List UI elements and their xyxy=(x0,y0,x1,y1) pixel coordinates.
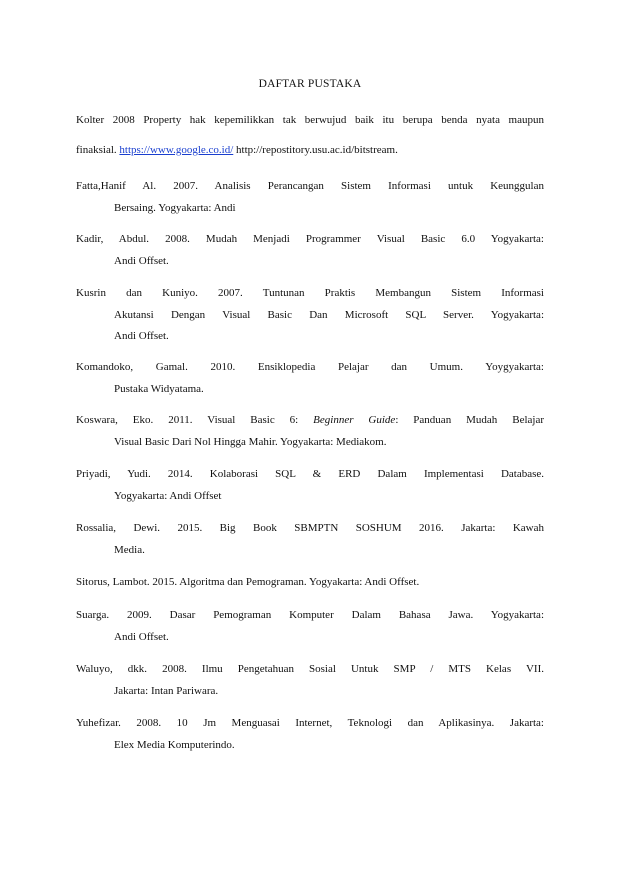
reference-line: Rossalia, Dewi. 2015. Big Book SBMPTN SOSHUM 2016. Jakarta: Kawah xyxy=(76,522,544,534)
reference-entry xyxy=(76,229,544,272)
intro-line-2 xyxy=(76,144,398,156)
reference-line: Sitorus, Lambot. 2015. Algoritma dan Pemograman. Yogyakarta: Andi Offset. xyxy=(76,576,420,588)
reference-line: Kusrin dan Kuniyo. 2007. Tuntunan Praktis Membangun Sistem Informasi xyxy=(76,287,544,299)
reference-line: Priyadi, Yudi. 2014. Kolaborasi SQL & ERD Dalam Implementasi Database. xyxy=(76,468,544,480)
reference-text: Koswara, Eko. 2011. Visual Basic 6: xyxy=(76,414,314,426)
reference-line: Andi Offset. xyxy=(114,630,169,643)
intro-paragraph xyxy=(76,105,544,165)
reference-entry xyxy=(76,176,544,219)
reference-line: Bersaing. Yogyakarta: Andi xyxy=(114,201,236,214)
reference-line: Waluyo, dkk. 2008. Ilmu Pengetahuan Sosial Untuk SMP / MTS Kelas VII. xyxy=(76,663,544,675)
reference-entry xyxy=(76,283,544,348)
reference-line: Yuhefizar. 2008. 10 Jm Menguasai Internet, Teknologi dan Aplikasinya. Jakarta: xyxy=(76,717,544,729)
google-link[interactable]: https://www.google.co.id/ xyxy=(119,144,234,156)
reference-line: Jakarta: Intan Pariwara. xyxy=(114,684,219,697)
reference-line: Kadir, Abdul. 2008. Mudah Menjadi Programmer Visual Basic 6.0 Yogyakarta: xyxy=(76,233,544,245)
reference-line: Akutansi Dengan Visual Basic Dan Microsoft SQL Server. Yogyakarta: xyxy=(114,308,544,321)
reference-italic-title: Beginner Guide xyxy=(313,414,396,426)
reference-line: Visual Basic Dari Nol Hingga Mahir. Yogyakarta: Mediakom. xyxy=(114,435,387,448)
page-title: DAFTAR PUSTAKA xyxy=(258,78,362,90)
reference-entry xyxy=(76,605,544,648)
reference-line: Andi Offset. xyxy=(114,254,169,267)
reference-line: Elex Media Komputerindo. xyxy=(114,738,235,751)
intro-line-1: Kolter 2008 Property hak kepemilikkan tak berwujud baik itu berupa benda nyata maupun xyxy=(76,114,544,126)
reference-entry xyxy=(76,518,544,561)
reference-line: Media. xyxy=(114,543,145,556)
reference-entry xyxy=(76,410,544,453)
intro-prefix: finaksial. xyxy=(76,144,120,156)
reference-line: Pustaka Widyatama. xyxy=(114,382,204,395)
reference-entry xyxy=(76,357,544,400)
reference-line xyxy=(76,410,544,432)
reference-line: Suarga. 2009. Dasar Pemograman Komputer Dalam Bahasa Jawa. Yogyakarta: xyxy=(76,609,544,621)
reference-line: Fatta,Hanif Al. 2007. Analisis Perancangan Sistem Informasi untuk Keunggulan xyxy=(76,180,544,192)
reference-line: Komandoko, Gamal. 2010. Ensiklopedia Pelajar dan Umum. Yoygyakarta: xyxy=(76,361,544,373)
reference-entry xyxy=(76,572,544,594)
reference-line: Andi Offset. xyxy=(114,330,169,342)
reference-line: Yogyakarta: Andi Offset xyxy=(114,489,222,502)
reference-entry xyxy=(76,713,544,756)
reference-text: : Panduan Mudah Belajar xyxy=(395,414,544,426)
reference-entry xyxy=(76,659,544,702)
reference-entry xyxy=(76,464,544,507)
intro-suffix: http://repostitory.usu.ac.id/bitstream. xyxy=(233,144,398,156)
